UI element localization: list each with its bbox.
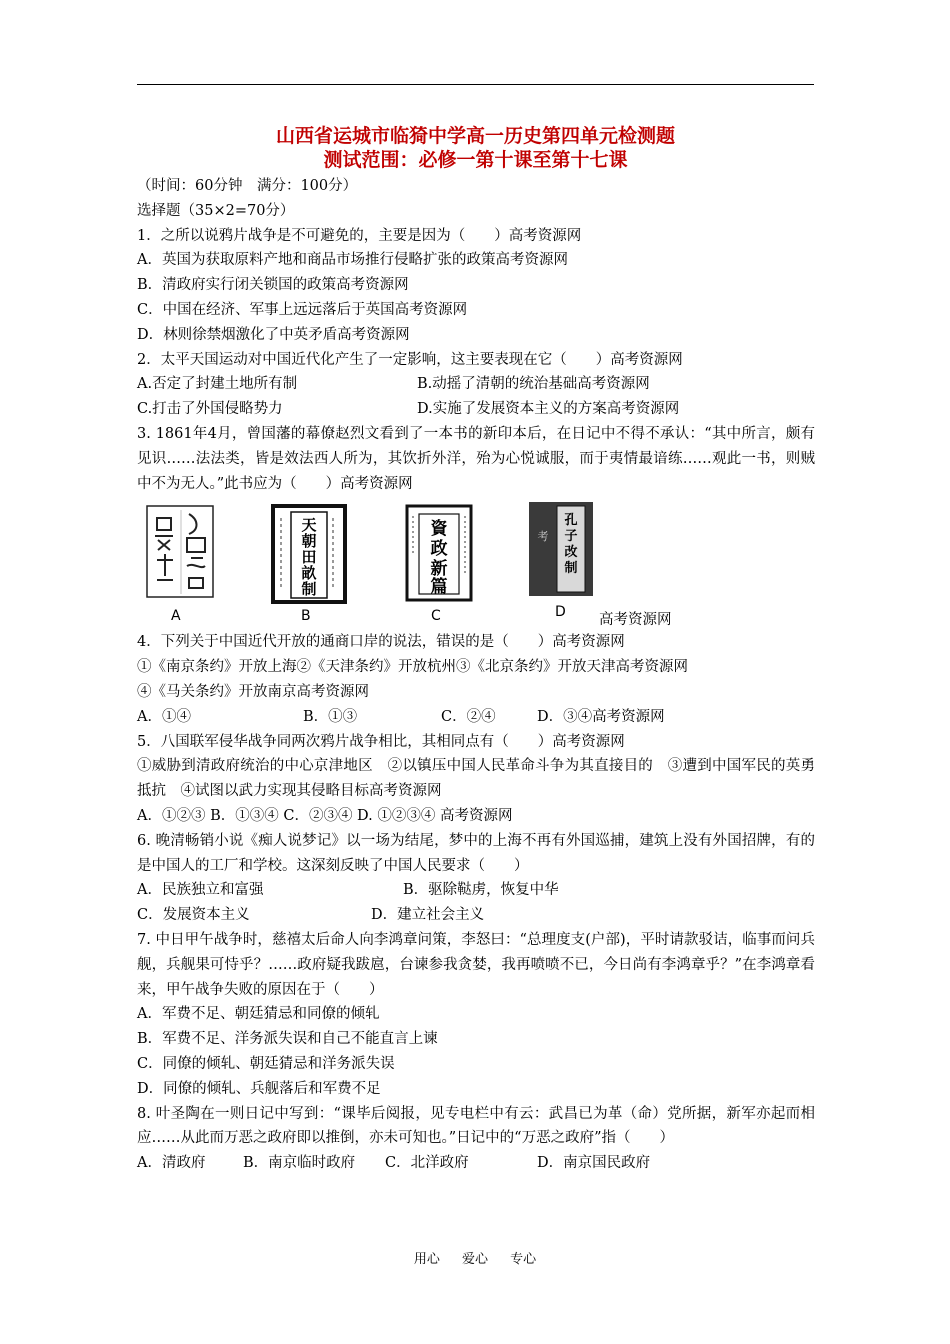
q1-stem: 1．之所以说鸦片战争是不可避免的，主要是因为（ ）高考资源网 (137, 227, 582, 244)
q6-option-d: D．建立社会主义 (371, 907, 485, 924)
q4-options (137, 705, 815, 730)
svg-text:資: 資 (430, 519, 448, 540)
q1-option-a: A．英国为获取原料产地和商品市场推行侵略扩张的政策高考资源网 (137, 252, 568, 269)
q5-body: ①威胁到清政府统治的中心京津地区 ②以镇压中国人民革命斗争为其直接目的 ③遭到中国军民的英勇抵抗 ④试图以武力实现其侵略目标高考资源网 (137, 758, 815, 800)
q7-stem: 7. 中日甲午战争时，慈禧太后命人向李鸿章问策，李怒曰：“总理度支(户部)，平时请款驳诘，临事而问兵舰，兵舰果可恃乎？……政府疑我跋扈，台谏参我贪婪，我再喷喷不已，今日尚有李鸿章乎？”在李鸿章看来，甲午战争失败的原因在于（ ） (137, 931, 815, 998)
q6-option-c: C．发展资本主义 (137, 907, 250, 924)
q4-line1: ①《南京条约》开放上海②《天津条约》开放杭州③《北京条约》开放天津高考资源网 (137, 659, 688, 676)
q6-options-row2 (137, 903, 815, 928)
q4-option-b: B．①③ (303, 708, 358, 725)
q8-option-d: D．南京国民政府 (537, 1155, 651, 1172)
svg-text:制: 制 (564, 561, 578, 577)
page-title: 山西省运城市临猗中学高一历史第四单元检测题 (275, 125, 675, 147)
book-cover-b-image (271, 504, 347, 604)
q4-option-d: D．③④高考资源网 (537, 708, 665, 725)
page-subtitle: 测试范围：必修一第十课至第十七课 (323, 149, 628, 171)
q6-options-row1 (137, 878, 815, 903)
svg-text:畝: 畝 (301, 564, 317, 583)
q7-option-b: B．军费不足、洋务派失误和自己不能直言上谏 (137, 1031, 438, 1048)
q4-option-c: C．②④ (441, 708, 496, 725)
q4-line2: ④《马关条约》开放南京高考资源网 (137, 683, 369, 700)
page-footer: 用心 爱心 专心 (413, 1252, 537, 1267)
q7-option-c: C．同僚的倾轧、朝廷猜忌和洋务派失误 (137, 1055, 395, 1072)
figure-label-a: A (171, 608, 181, 625)
q4-option-a: A．①④ (137, 708, 191, 725)
book-cover-d-image (527, 500, 595, 598)
q6-stem: 6. 晚清畅销小说《痴人说梦记》以一场为结尾，梦中的上海不再有外国巡捕，建筑上没有外国招牌，有的是中国人的工厂和学校。这深刻反映了中国人民要求（ ） (137, 832, 815, 874)
book-cover-c-image (405, 504, 473, 602)
figure-label-c: C (431, 608, 441, 625)
q3-figures (137, 504, 815, 629)
q8-stem: 8. 叶圣陶在一则日记中写到：“课毕后阅报，见专电栏中有云：武昌已为革（命）党所据，新军亦起而相应……从此而万恶之政府即以推倒，亦未可知也。”日记中的“万恶之政府”指（ ） (137, 1105, 815, 1147)
q2-stem: 2．太平天国运动对中国近代化产生了一定影响，这主要表现在它（ ）高考资源网 (137, 351, 683, 368)
header-rule (137, 84, 814, 85)
q4-stem: 4．下列关于中国近代开放的通商口岸的说法，错误的是（ ）高考资源网 (137, 634, 625, 651)
figure-label-b: B (301, 608, 311, 625)
svg-text:朝: 朝 (301, 532, 317, 551)
book-cover-a-image (145, 504, 215, 599)
svg-text:制: 制 (301, 580, 317, 599)
q5-options: A．①②③ B．①③④ C．②③④ D. ①②③④ 高考资源网 (137, 807, 513, 824)
svg-text:政: 政 (430, 539, 448, 560)
svg-text:篇: 篇 (430, 577, 448, 598)
q2-option-d: D.实施了发展资本主义的方案高考资源网 (417, 401, 680, 418)
svg-text:田: 田 (301, 548, 317, 567)
q8-option-b: B．南京临时政府 (243, 1155, 356, 1172)
section-heading: 选择题（35×2=70分） (137, 202, 295, 219)
figure-label-d: D (555, 604, 566, 621)
q6-option-a: A．民族独立和富强 (137, 882, 264, 899)
q7-option-d: D．同僚的倾轧、兵舰落后和军费不足 (137, 1080, 381, 1097)
q8-option-c: C．北洋政府 (385, 1155, 469, 1172)
q7-option-a: A．军费不足、朝廷猜忌和同僚的倾轧 (137, 1006, 380, 1023)
q8-option-a: A．清政府 (137, 1155, 206, 1172)
figures-caption: 高考资源网 (599, 612, 672, 629)
q2-option-a: A.否定了封建土地所有制 (137, 376, 298, 393)
q5-stem: 5．八国联军侵华战争同两次鸦片战争相比，其相同点有（ ）高考资源网 (137, 733, 625, 750)
q3-stem: 3. 1861年4月，曾国藩的幕僚赵烈文看到了一本书的新印本后，在日记中不得不承认：“其中所言，颇有见识……法法类，皆是效法西人所为，其饮折外洋，殆为心悦诚服，而于夷情最谙练……观此一书，则贼中不为无人。”此书应为（ ）高考资源网 (137, 425, 815, 492)
exam-info: （时间：60分钟 满分：100分） (137, 178, 358, 194)
svg-text:孔: 孔 (564, 513, 578, 529)
q8-options (137, 1151, 815, 1176)
svg-text:考: 考 (537, 530, 549, 544)
q2-option-b: B.动摇了清朝的统治基础高考资源网 (417, 376, 650, 393)
q1-option-c: C．中国在经济、军事上远远落后于英国高考资源网 (137, 301, 468, 318)
svg-text:改: 改 (564, 545, 578, 561)
q1-option-b: B．清政府实行闭关锁国的政策高考资源网 (137, 277, 409, 294)
q2-options-row2 (137, 397, 815, 422)
q6-option-b: B．驱除鞑虏，恢复中华 (403, 882, 559, 899)
exam-content (137, 174, 815, 1176)
q2-option-c: C.打击了外国侵略势力 (137, 401, 283, 418)
svg-text:新: 新 (430, 559, 448, 580)
q2-options-row1 (137, 372, 815, 397)
q1-option-d: D．林则徐禁烟激化了中英矛盾高考资源网 (137, 326, 410, 343)
svg-text:子: 子 (564, 529, 578, 545)
svg-text:天: 天 (301, 516, 317, 535)
